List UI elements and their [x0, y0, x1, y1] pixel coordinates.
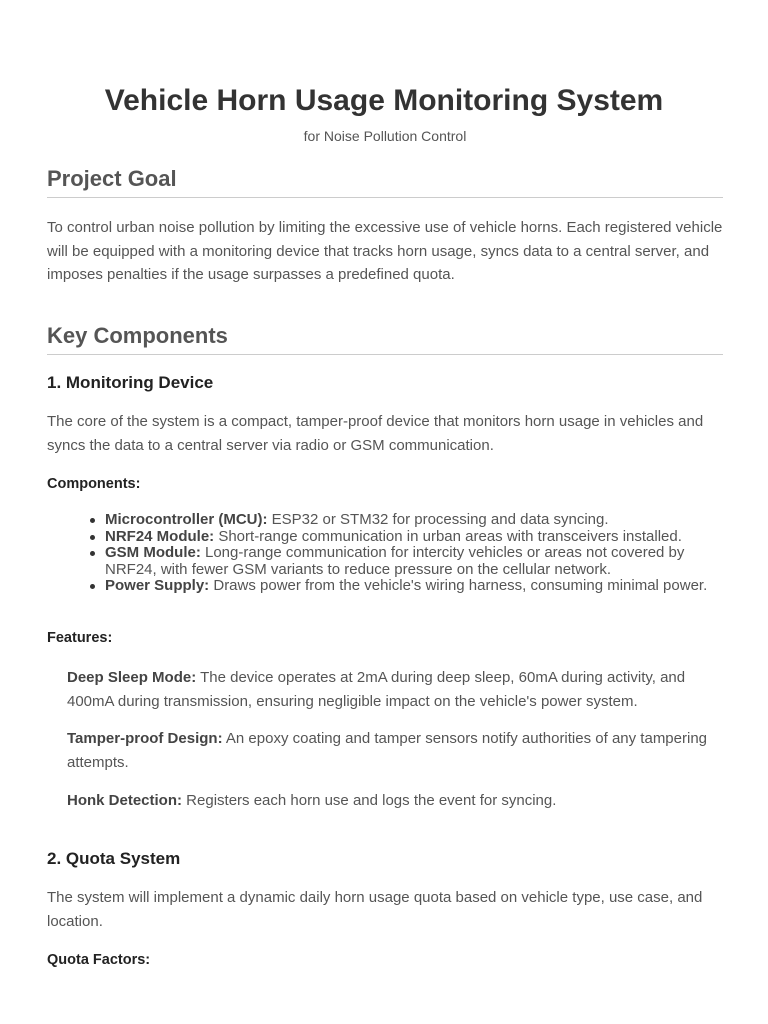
- feature-item: [67, 789, 727, 813]
- feature-label: Honk Detection:: [67, 792, 183, 809]
- section-divider: [47, 354, 723, 355]
- list-item-text: Short-range communication in urban areas with transceivers installed.: [214, 527, 682, 545]
- monitoring-device-heading: 1. Monitoring Device: [47, 373, 214, 392]
- list-item-text: Draws power from the vehicle's wiring harness, consuming minimal power.: [209, 577, 708, 594]
- feature-text: An epoxy coating and tamper sensors notify authorities of any tampering attempts.: [67, 730, 708, 771]
- quota-system-text: The system will implement a dynamic daily horn usage quota based on vehicle type, use case, and location.: [47, 889, 703, 930]
- list-item-text: Long-range communication for intercity vehicles or areas not covered by NRF24, with fewer GSM variants to reduce pressure on the cellular network.: [105, 544, 685, 578]
- list-item-label: NRF24 Module:: [105, 527, 215, 545]
- list-item-text: ESP32 or STM32 for processing and data syncing.: [267, 511, 609, 528]
- list-item-label: Microcontroller (MCU):: [105, 511, 268, 528]
- page-title: Vehicle Horn Usage Monitoring System: [104, 84, 664, 117]
- feature-item: [67, 727, 727, 774]
- feature-item: [67, 666, 727, 713]
- components-heading: Components:: [47, 476, 141, 492]
- monitoring-device-text: The core of the system is a compact, tamper-proof device that monitors horn usage in vehicles and syncs the data to a central server via radio or GSM communication.: [47, 413, 704, 454]
- feature-text: Registers each horn use and logs the event for syncing.: [182, 792, 557, 809]
- page-subtitle: for Noise Pollution Control: [303, 128, 467, 144]
- list-item-label: GSM Module:: [105, 544, 201, 561]
- list-item: [105, 512, 727, 529]
- features-heading: Features:: [47, 630, 113, 646]
- quota-factors-heading: Quota Factors:: [47, 952, 151, 968]
- list-item-label: Power Supply:: [105, 577, 210, 594]
- components-list: [47, 512, 727, 595]
- list-item: [105, 578, 727, 595]
- section-divider: [47, 197, 723, 198]
- quota-system-heading: 2. Quota System: [47, 849, 181, 868]
- list-item: [105, 545, 727, 578]
- project-goal-heading: Project Goal: [47, 166, 177, 191]
- project-goal-text: To control urban noise pollution by limiting the excessive use of vehicle horns. Each registered vehicle will be equipped with a monitoring device that tracks horn usage, syncs data to a central server, and imposes penalties if the usage surpasses a predefined quota.: [47, 219, 723, 283]
- key-components-heading: Key Components: [47, 323, 228, 348]
- feature-label: Deep Sleep Mode:: [67, 669, 197, 686]
- list-item: [105, 529, 727, 546]
- feature-label: Tamper-proof Design:: [67, 730, 223, 747]
- feature-text: The device operates at 2mA during deep sleep, 60mA during activity, and 400mA during transmission, ensuring negligible impact on the vehicle's power system.: [67, 669, 686, 710]
